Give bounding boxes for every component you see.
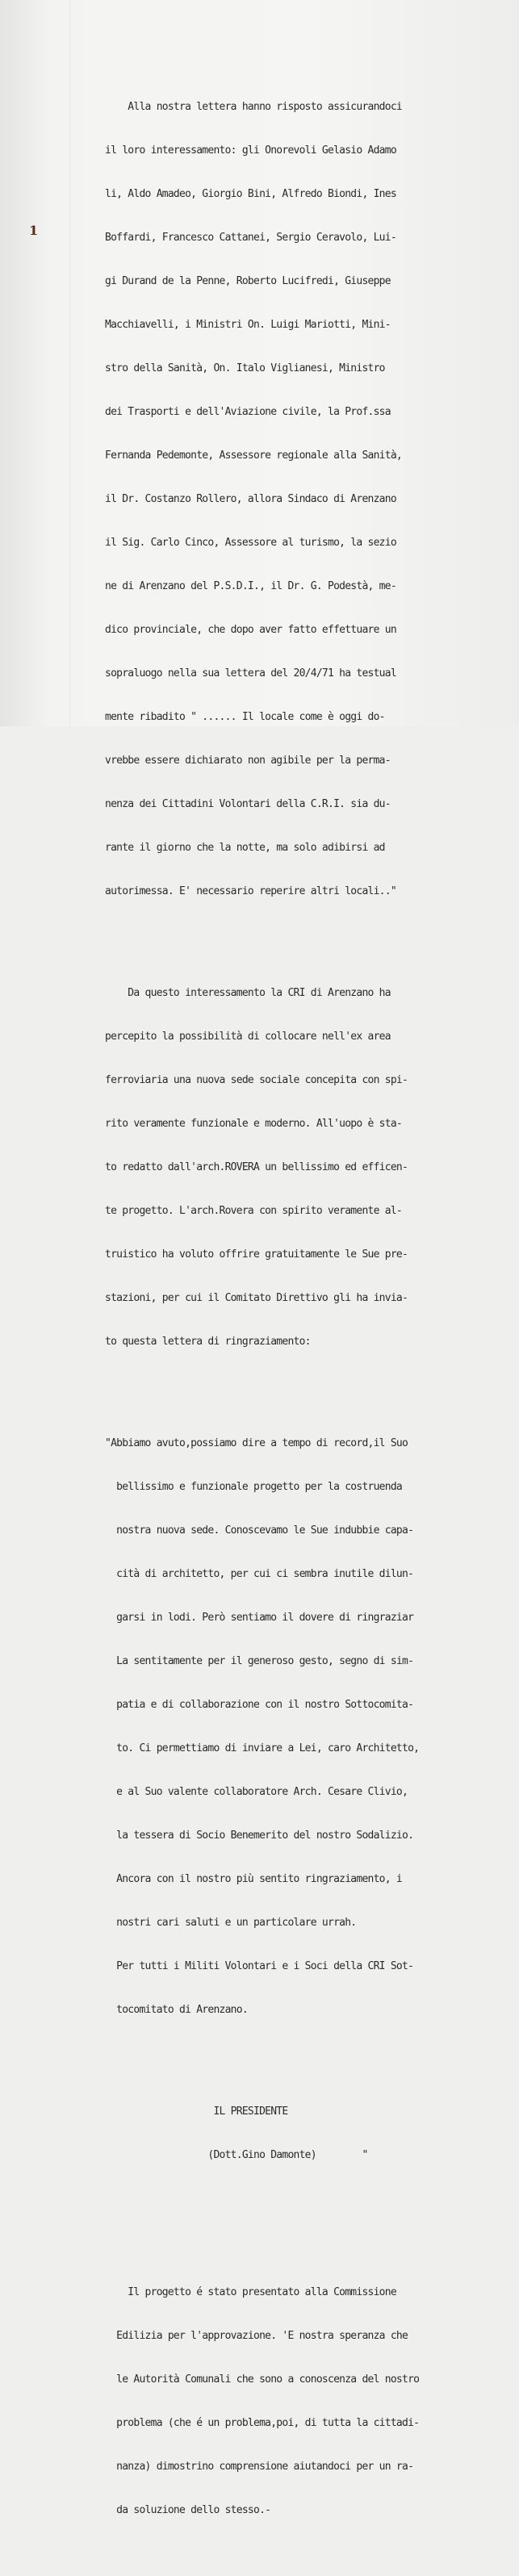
text-line: da soluzione dello stesso.- <box>105 2504 271 2516</box>
text-line: Ancora con il nostro più sentito ringraziamento, i <box>105 1873 402 1885</box>
margin-mark: 1 <box>29 223 39 238</box>
text-line: la tessera di Socio Benemerito del nostro Sodalizio. <box>105 1830 414 1842</box>
text-line: to questa lettera di ringraziamento: <box>105 1336 311 1348</box>
text-line: percepito la possibilità di collocare nell'ex area <box>105 1031 391 1043</box>
paragraph-gap <box>105 2221 509 2227</box>
text-line: gi Durand de la Penne, Roberto Lucifredi, Giuseppe <box>105 275 391 287</box>
text-line: rante il giorno che la notte, ma solo adibirsi ad <box>105 842 385 854</box>
text-line: autorimessa. E' necessario reperire altri locali.." <box>105 885 396 897</box>
text-line: nostri cari saluti e un particolare urrah. <box>105 1917 357 1929</box>
paragraph-responses <box>105 71 509 928</box>
text-line: "Abbiamo avuto,possiamo dire a tempo di record,il Suo <box>105 1437 408 1449</box>
text-line: Alla nostra lettera hanno risposto assicurandoci <box>105 101 402 113</box>
text-line: to. Ci permettiamo di inviare a Lei, caro Architetto, <box>105 1742 420 1754</box>
text-line: patia e di collaborazione con il nostro Sottocomita- <box>105 1699 414 1711</box>
text-line: Da questo interessamento la CRI di Arenzano ha <box>105 987 391 999</box>
text-line: Edilizia per l'approvazione. 'E nostra speranza che <box>105 2330 408 2342</box>
text-line: La sentitamente per il generoso gesto, segno di sim- <box>105 1655 414 1667</box>
text-line: Per tutti i Militi Volontari e i Soci della CRI Sot- <box>105 1960 414 1972</box>
text-line: problema (che é un problema,poi, di tutta la cittadi- <box>105 2417 420 2429</box>
text-line: tocomitato di Arenzano. <box>105 2004 248 2016</box>
text-line: il Dr. Costanzo Rollero, allora Sindaco di Arenzano <box>105 493 396 505</box>
text-line: truistico ha voluto offrire gratuitamente le Sue pre- <box>105 1248 408 1261</box>
signature-title: IL PRESIDENTE <box>105 2106 288 2118</box>
text-line: stazioni, per cui il Comitato Direttivo gli ha invia- <box>105 1292 408 1304</box>
text-line: Il progetto é stato presentato alla Commissione <box>105 2286 396 2298</box>
text-line: to redatto dall'arch.ROVERA un bellissimo ed efficen- <box>105 1161 408 1173</box>
text-line: il Sig. Carlo Cinco, Assessore al turismo, la sezio <box>105 537 396 549</box>
text-line: nanza) dimostrino comprensione aiutandoci per un ra- <box>105 2461 414 2473</box>
signature-name: (Dott.Gino Damonte) " <box>105 2149 368 2161</box>
text-line: e al Suo valente collaboratore Arch. Cesare Clivio, <box>105 1786 408 1798</box>
text-line: Macchiavelli, i Ministri On. Luigi Mariotti, Mini- <box>105 319 391 331</box>
text-line: te progetto. L'arch.Rovera con spirito veramente al- <box>105 1205 402 1217</box>
text-line: rito veramente funzionale e moderno. All'uopo è sta- <box>105 1118 402 1130</box>
text-line: sopraluogo nella sua lettera del 20/4/71 ha testual <box>105 667 396 680</box>
paragraph-commission <box>105 2256 509 2547</box>
text-line: bellissimo e funzionale progetto per la costruenda <box>105 1481 402 1493</box>
signature-block <box>105 2076 509 2192</box>
text-line: stro della Sanità, On. Italo Viglianesi, Ministro <box>105 362 385 374</box>
paper-fold <box>69 0 71 726</box>
text-line: Boffardi, Francesco Cattanei, Sergio Ceravolo, Lui- <box>105 232 396 244</box>
quoted-letter <box>105 1407 509 2047</box>
typed-text-body <box>105 42 509 2576</box>
text-line: dico provinciale, che dopo aver fatto effettuare un <box>105 624 396 636</box>
text-line: nostra nuova sede. Conoscevamo le Sue indubbie capa- <box>105 1524 414 1537</box>
paragraph-project <box>105 957 509 1378</box>
text-line: ne di Arenzano del P.S.D.I., il Dr. G. Podestà, me- <box>105 580 396 592</box>
text-line: Fernanda Pedemonte, Assessore regionale alla Sanità, <box>105 450 402 462</box>
text-line: dei Trasporti e dell'Aviazione civile, la Prof.ssa <box>105 406 391 418</box>
text-line: il loro interessamento: gli Onorevoli Gelasio Adamo <box>105 144 396 157</box>
text-line: le Autorità Comunali che sono a conoscenza del nostro <box>105 2373 420 2386</box>
text-line: mente ribadito " ...... Il locale come è oggi do- <box>105 711 385 723</box>
text-line: garsi in lodi. Però sentiamo il dovere di ringraziar <box>105 1612 414 1624</box>
text-line: ferroviaria una nuova sede sociale concepita con spi- <box>105 1074 408 1086</box>
text-line: cità di architetto, per cui ci sembra inutile dilun- <box>105 1568 414 1580</box>
text-line: nenza dei Cittadini Volontari della C.R.I. sia du- <box>105 798 391 810</box>
text-line: vrebbe essere dichiarato non agibile per la perma- <box>105 755 391 767</box>
text-line: li, Aldo Amadeo, Giorgio Bini, Alfredo Biondi, Ines <box>105 188 396 200</box>
